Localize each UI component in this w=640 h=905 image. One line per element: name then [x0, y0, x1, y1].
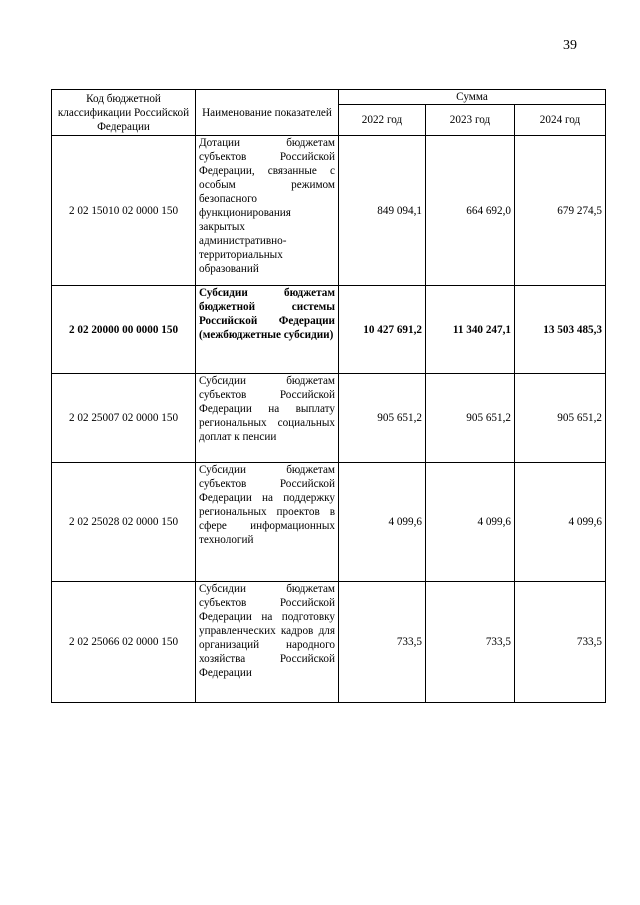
table-row: [52, 136, 606, 286]
header-name: Наименование показателей: [196, 90, 339, 136]
row-value-2023: 4 099,6: [426, 463, 515, 582]
row-name: Субсидии бюджетам субъектов Российской Федерации на выплату региональных социальных доплат к пенсии: [196, 374, 339, 463]
row-value-2022: 849 094,1: [339, 136, 426, 286]
row-name: Субсидии бюджетам бюджетной системы Российской Федерации (межбюджетные субсидии): [196, 286, 339, 374]
row-name: Дотации бюджетам субъектов Российской Федерации, связанные с особым режимом безопасного функционирования закрытых административно-территориальных образований: [196, 136, 339, 286]
row-code: 2 02 15010 02 0000 150: [52, 136, 196, 286]
table-row: [52, 374, 606, 463]
row-value-2022: 733,5: [339, 582, 426, 703]
row-value-2022: 4 099,6: [339, 463, 426, 582]
row-code: 2 02 20000 00 0000 150: [52, 286, 196, 374]
row-code: 2 02 25028 02 0000 150: [52, 463, 196, 582]
row-name: Субсидии бюджетам субъектов Российской Федерации на подготовку управленческих кадров для организаций народного хозяйства Российской Федерации: [196, 582, 339, 703]
row-value-2022: 10 427 691,2: [339, 286, 426, 374]
row-value-2023: 11 340 247,1: [426, 286, 515, 374]
page-number: 39: [563, 38, 577, 53]
row-value-2024: 679 274,5: [515, 136, 606, 286]
row-value-2023: 905 651,2: [426, 374, 515, 463]
header-code: Код бюджетной классификации Российской Федерации: [52, 90, 196, 136]
table-row: [52, 463, 606, 582]
table-row: [52, 582, 606, 703]
row-code: 2 02 25007 02 0000 150: [52, 374, 196, 463]
row-value-2022: 905 651,2: [339, 374, 426, 463]
table-row: [52, 286, 606, 374]
row-value-2024: 4 099,6: [515, 463, 606, 582]
row-value-2024: 733,5: [515, 582, 606, 703]
row-code: 2 02 25066 02 0000 150: [52, 582, 196, 703]
row-name: Субсидии бюджетам субъектов Российской Федерации на поддержку региональных проектов в сфере информационных технологий: [196, 463, 339, 582]
row-value-2024: 13 503 485,3: [515, 286, 606, 374]
row-value-2024: 905 651,2: [515, 374, 606, 463]
row-value-2023: 664 692,0: [426, 136, 515, 286]
header-year-2024: 2024 год: [515, 105, 606, 136]
header-year-2023: 2023 год: [426, 105, 515, 136]
budget-table: [51, 89, 606, 703]
header-sum: Сумма: [339, 90, 606, 105]
row-value-2023: 733,5: [426, 582, 515, 703]
header-year-2022: 2022 год: [339, 105, 426, 136]
